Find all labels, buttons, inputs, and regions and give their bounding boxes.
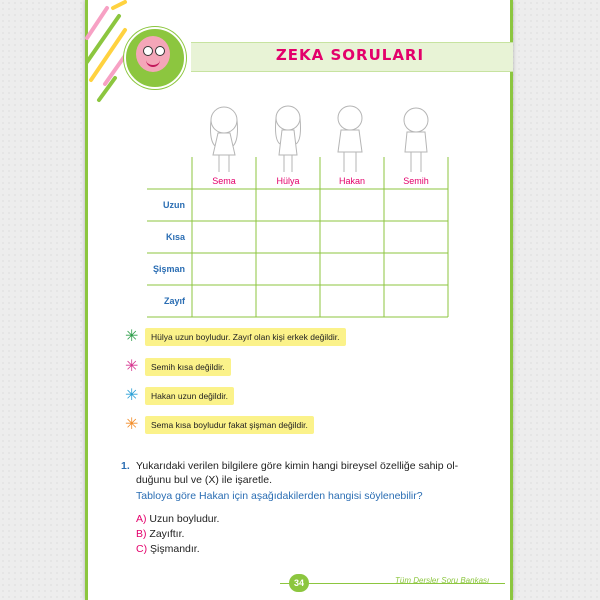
option-letter: B) [136, 528, 147, 540]
option-letter: C) [136, 543, 148, 555]
option-text: Şişmandır. [150, 543, 200, 555]
question-number: 1. [121, 460, 130, 472]
star-icon: ✳ [125, 387, 139, 404]
star-icon: ✳ [125, 358, 139, 375]
option-a[interactable] [136, 513, 219, 525]
workbook-page [85, 0, 513, 600]
option-letter: A) [136, 513, 147, 525]
option-b[interactable] [136, 528, 184, 540]
row-header-uzun: Uzun [163, 200, 185, 210]
book-title: Tüm Dersler Soru Bankası [395, 576, 490, 585]
row-header-kisa: Kısa [165, 232, 185, 242]
option-text: Zayıftır. [149, 528, 185, 540]
star-icon: ✳ [125, 416, 139, 433]
clue-text: Hülya uzun boyludur. Zayıf olan kişi erkek değildir. [145, 328, 346, 346]
row-header-sisman: Şişman [152, 264, 185, 274]
question-prompt: Tabloya göre Hakan için aşağıdakilerden hangisi söylenebilir? [136, 490, 423, 502]
column-header-sema: Sema [212, 176, 236, 186]
star-icon: ✳ [125, 328, 139, 345]
clue-text: Hakan uzun değildir. [145, 387, 234, 405]
question-text: Yukarıdaki verilen bilgilere göre kimin hangi bireysel özelliğe sahip ol-duğunu bul ve (X) ile işaretle. [136, 460, 459, 486]
column-header-semih: Semih [403, 176, 429, 186]
page-title: ZEKA SORULARI [275, 46, 425, 64]
option-c[interactable] [136, 543, 200, 555]
logic-grid-table [85, 0, 513, 330]
column-header-hulya: Hülya [276, 176, 300, 186]
page-number: 34 [289, 574, 309, 592]
column-header-hakan: Hakan [338, 176, 365, 186]
clue-text: Semih kısa değildir. [145, 358, 231, 376]
row-header-zayif: Zayıf [163, 296, 185, 306]
clue-text: Sema kısa boyludur fakat şişman değildir. [145, 416, 314, 434]
option-text: Uzun boyludur. [149, 513, 220, 525]
